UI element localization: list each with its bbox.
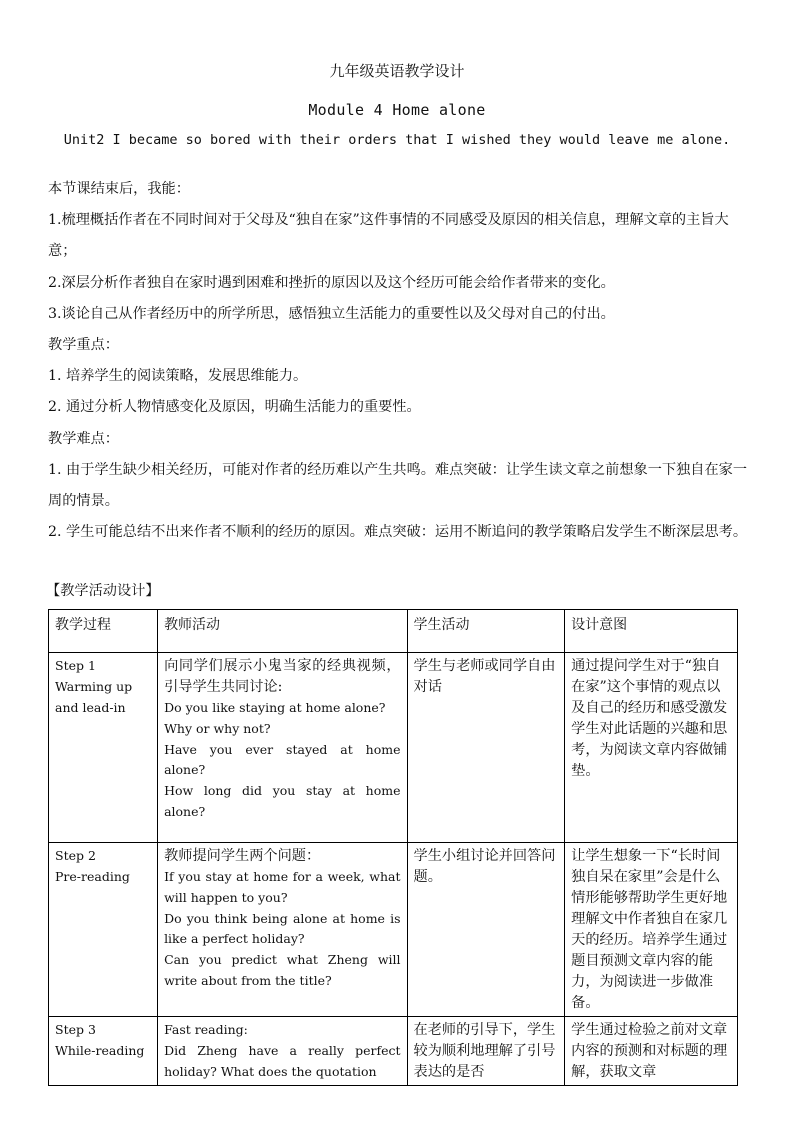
objective-item: 2.深层分析作者独自在家时遇到困难和挫折的原因以及这个经历可能会给作者带来的变化。: [48, 274, 615, 291]
teacher-intro: 向同学们展示小鬼当家的经典视频，引导学生共同讨论:: [164, 658, 401, 695]
header-teacher-activity: 教师活动: [158, 610, 407, 653]
teacher-intro: 教师提问学生两个问题：: [164, 848, 321, 864]
table-row: [49, 653, 738, 843]
teacher-question: Do you think being alone at home is like a perfect holiday?: [164, 910, 401, 947]
table-header-row: [49, 610, 738, 653]
document-title: 九年级英语教学设计: [329, 62, 465, 80]
teacher-question: Did Zheng have a really perfect holiday? What does the quotation: [164, 1042, 401, 1079]
teacher-question: If you stay at home for a week, what will happen to you?: [164, 869, 401, 905]
unit-title: Unit2 I became so bored with their orders that I wished they would leave me alone.: [63, 132, 731, 148]
header-process: 教学过程: [49, 610, 158, 653]
student-activity-cell: 在老师的引导下，学生较为顺利地理解了引号表达的是否: [407, 1017, 565, 1086]
step-number: Step 2: [55, 848, 96, 863]
design-purpose-cell: 让学生想象一下“长时间独自呆在家里”会是什么情形能够帮助学生更好地理解文中作者独自在家几天的经历。培养学生通过题目预测文章内容的能力，为阅读进一步做准备。: [565, 843, 738, 1017]
design-purpose-cell: 通过提问学生对于“独自在家”这个事情的观点以及自己的经历和感受激发学生对此话题的兴趣和思考，为阅读文章内容做铺垫。: [565, 653, 738, 843]
student-activity-cell: 学生小组讨论并回答问题。: [407, 843, 565, 1017]
step-number: Step 3: [55, 1022, 96, 1037]
key-point-item: 1. 培养学生的阅读策略，发展思维能力。: [48, 368, 308, 385]
teacher-intro: Fast reading:: [164, 1022, 248, 1037]
header-student-activity: 学生活动: [407, 610, 565, 653]
teacher-activity-cell: [158, 843, 407, 1017]
difficulties-label: 教学难点：: [48, 430, 119, 447]
teacher-question: Can you predict what Zheng will write about from the title?: [164, 952, 401, 988]
step-name: Pre-reading: [55, 868, 130, 884]
teacher-question: How long did you stay at home alone?: [164, 783, 401, 819]
teacher-question: Have you ever stayed at home alone?: [164, 741, 401, 778]
teacher-activity-cell: [158, 653, 407, 843]
difficulty-item: 2. 学生可能总结不出来作者不顺利的经历的原因。难点突破：运用不断追问的教学策略启发学生不断深层思考。: [48, 524, 748, 541]
step-number: Step 1: [55, 658, 96, 673]
teacher-question: Why or why not?: [164, 720, 271, 736]
step-cell: [49, 1017, 158, 1086]
teacher-question: Do you like staying at home alone?: [164, 700, 386, 715]
objective-item: 3.谈论自己从作者经历中的所学所思，感悟独立生活能力的重要性以及父母对自己的付出。: [48, 305, 615, 322]
student-activity-cell: 学生与老师或同学自由对话: [407, 653, 565, 843]
objective-item: 1.梳理概括作者在不同时间对于父母及“独自在家”这件事情的不同感受及原因的相关信息，理解文章的主旨大意；: [48, 212, 729, 260]
step-cell: [49, 843, 158, 1017]
step-name: While-reading: [55, 1042, 145, 1058]
step-cell: [49, 653, 158, 843]
activity-design-heading: 【教学活动设计】: [46, 583, 160, 599]
table-row: [49, 843, 738, 1017]
table-row: [49, 1017, 738, 1086]
design-purpose-cell: 学生通过检验之前对文章内容的预测和对标题的理解，获取文章: [565, 1017, 738, 1086]
objectives-intro: 本节课结束后，我能：: [48, 181, 190, 197]
key-points-label: 教学重点：: [48, 337, 119, 354]
teacher-activity-cell: [158, 1017, 407, 1086]
key-point-item: 2. 通过分析人物情感变化及原因，明确生活能力的重要性。: [48, 399, 421, 416]
header-design-purpose: 设计意图: [565, 610, 738, 653]
module-title: Module 4 Home alone: [308, 101, 486, 119]
lesson-activity-table: [48, 609, 738, 1086]
lesson-overview: [48, 174, 748, 548]
step-name: Warming up and lead-in: [55, 678, 133, 715]
difficulty-item: 1. 由于学生缺少相关经历，可能对作者的经历难以产生共鸣。难点突破：让学生读文章之前想象一下独自在家一周的情景。: [48, 461, 748, 510]
